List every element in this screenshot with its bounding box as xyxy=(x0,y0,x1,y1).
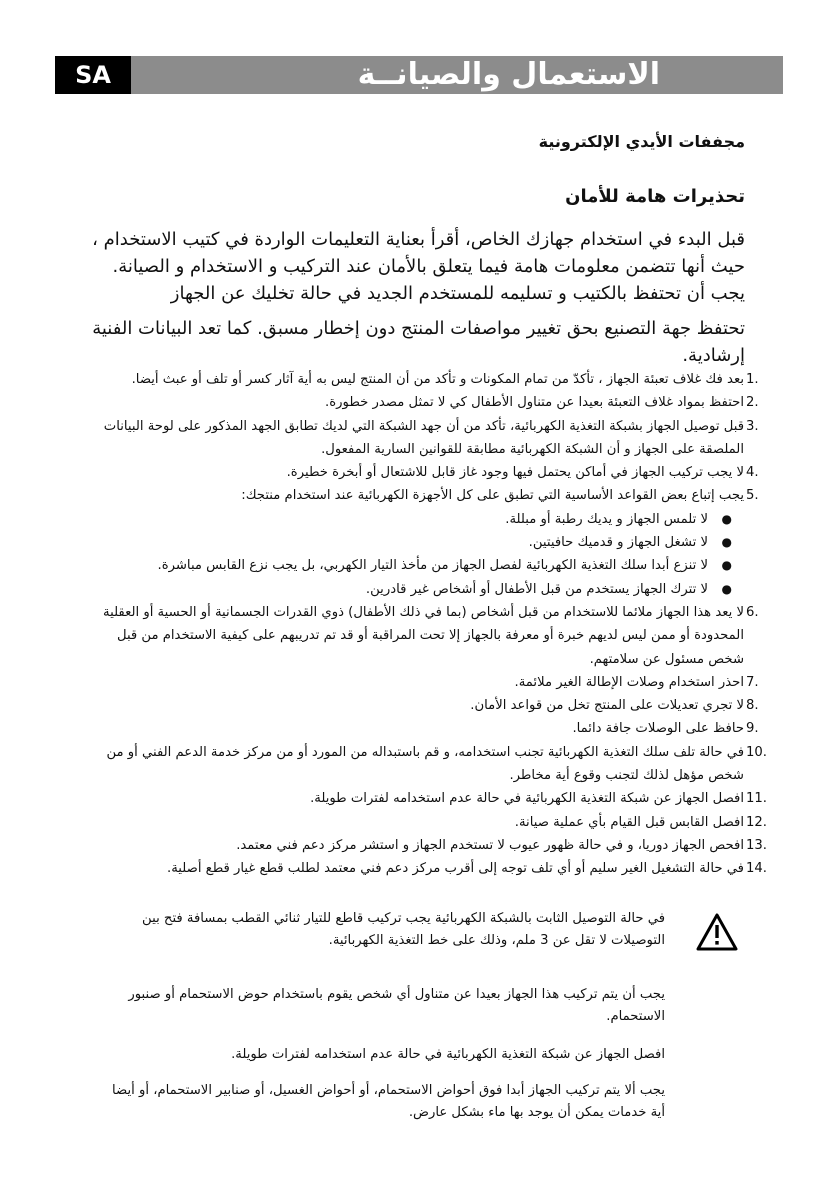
warning-text: في حالة التوصيل الثابت بالشبكة الكهربائية يجب تركيب قاطع للتيار ثنائي القطب بمسافة فتح بين التوصيلات لا تقل عن 3 ملم، وذلك على خط التغذية الكهربائية. xyxy=(142,911,665,948)
list-item: 5. يجب إتباع بعض القواعد الأساسية التي تطبق على كل الأجهزة الكهربائية عند استخدام منتجك: ● لا تلمس الجهاز و يديك رطبة أو مبللة. ● لا تشغل الجهاز و قدميك حافيتين. ● لا تنزع أبدا سلك التغذية الكهربائية لفصل الجهاز من مأخذ التيار الكهربي، بل يجب نزع القابس مباشرة. ● لا تترك الجهاز يستخدم من قبل الأطفال أو أشخاص غير قادرين. xyxy=(80,484,770,600)
intro-text xyxy=(85,226,745,369)
list-item: 8. لا تجري تعديلات على المنتج تخل من قواعد الأمان. xyxy=(470,698,759,714)
page-title: الاستعمال والصيانــة xyxy=(357,57,660,92)
sub-list xyxy=(80,508,744,601)
list-item: 11. افصل الجهاز عن شبكة التغذية الكهربائية في حالة عدم استخدامه لفترات طويلة. xyxy=(310,791,767,807)
list-item: 2. احتفظ بمواد غلاف التعبئة بعيدا عن متناول الأطفال كي لا تمثل مصدر خطورة. xyxy=(325,395,759,411)
list-item: 3. قبل توصيل الجهاز بشبكة التغذية الكهربائية، تأكد من أن جهد الشبكة التي لديك تطابق الجهد المذكور على لوحة البيانات الملصقة على الجهاز و أن الشبكة الكهربائية مطابقة للقوانين السارية المفعول. xyxy=(103,418,759,457)
warning-note xyxy=(105,1080,665,1124)
intro-paragraph: قبل البدء في استخدام جهازك الخاص، أقرأ بعناية التعليمات الواردة في كتيب الاستخدام ، حيث أنها تتضمن معلومات هامة فيما يتعلق بالأمان عند التركيب و الاستخدام و الصيانة. يجب أن تحتفظ بالكتيب و تسليمه للمستخدم الجديد في حالة تخليك عن الجهاز xyxy=(92,229,745,304)
language-badge: SA xyxy=(55,56,131,94)
sub-list-item: ● لا تلمس الجهاز و يديك رطبة أو مبللة. xyxy=(505,511,732,527)
list-item: 9. حافظ على الوصلات جافة دائما. xyxy=(572,721,759,737)
list-item: 7. احذر استخدام وصلات الإطالة الغير ملائمة. xyxy=(514,674,759,690)
list-item: 6. لا يعد هذا الجهاز ملائما للاستخدام من قبل أشخاص (بما في ذلك الأطفال) ذوي القدرات الجسمانية أو الحسية أو العقلية المحدودة أو ممن ليس لديهم خبرة أو معرفة بالجهاز إلا تحت المراقبة أو قد تم تدريبهم على كيفية الاستخدام من قبل شخص مسئول عن سلامتهم. xyxy=(103,604,759,667)
sub-list-item: ● لا تنزع أبدا سلك التغذية الكهربائية لفصل الجهاز من مأخذ التيار الكهربي، بل يجب نزع القابس مباشرة. xyxy=(157,558,732,574)
sub-list-item: ● لا تترك الجهاز يستخدم من قبل الأطفال أو أشخاص غير قادرين. xyxy=(365,581,732,597)
list-item: 1. بعد فك غلاف تعبئة الجهاز ، تأكدّ من تمام المكونات و تأكد من أن المنتج ليس به أية آثار كسر أو تلف أو عبث أيضا. xyxy=(131,372,759,387)
warning-text: افصل الجهاز عن شبكة التغذية الكهربائية في حالة عدم استخدامه لفترات طويلة. xyxy=(231,1047,665,1062)
warning-note xyxy=(105,1044,665,1066)
warning-text: يجب أن يتم تركيب هذا الجهاز بعيدا عن متناول أي شخص يقوم باستخدام حوض الاستحمام أو صنبور الاستحمام. xyxy=(128,987,665,1024)
warning-text: يجب ألا يتم تركيب الجهاز أبدا فوق أحواض الاستحمام، أو أحواض الغسيل، أو صنابير الاستحمام، أو أيضا أية خدمات يمكن أن يوجد بها ماء بشكل عارض. xyxy=(112,1083,665,1120)
sub-list-item: ● لا تشغل الجهاز و قدميك حافيتين. xyxy=(528,535,732,551)
section-title: مجففات الأيدي الإلكترونية xyxy=(538,132,745,151)
warning-note xyxy=(105,908,665,952)
warning-triangle-icon xyxy=(695,912,739,952)
list-item: 14. في حالة التشغيل الغير سليم أو أي تلف توجه إلى أقرب مركز دعم فني معتمد لطلب قطع غيار قطع أصلية. xyxy=(167,861,767,877)
safety-title: تحذيرات هامة للأمان xyxy=(565,186,745,207)
safety-list xyxy=(80,368,770,881)
intro-paragraph: تحتفظ جهة التصنيع بحق تغيير مواصفات المنتج دون إخطار مسبق. كما تعد البيانات الفنية إرشادية. xyxy=(92,318,745,366)
list-item: 10. في حالة تلف سلك التغذية الكهربائية تجنب استخدامه، و قم باستبداله من المورد أو من مركز خدمة الدعم الفني أو من شخص مؤهل لذلك لتجنب وقوع أية مخاطر. xyxy=(106,744,767,784)
warning-note xyxy=(105,984,665,1028)
list-item: 12. افصل القابس قبل القيام بأي عملية صيانة. xyxy=(514,814,767,830)
list-item: 13. افحص الجهاز دوريا، و في حالة ظهور عيوب لا تستخدم الجهاز و استشر مركز دعم فني معتمد. xyxy=(236,837,767,853)
list-item: 4. لا يجب تركيب الجهاز في أماكن يحتمل فيها وجود غاز قابل للاشتعال أو أبخرة خطيرة. xyxy=(286,465,759,481)
